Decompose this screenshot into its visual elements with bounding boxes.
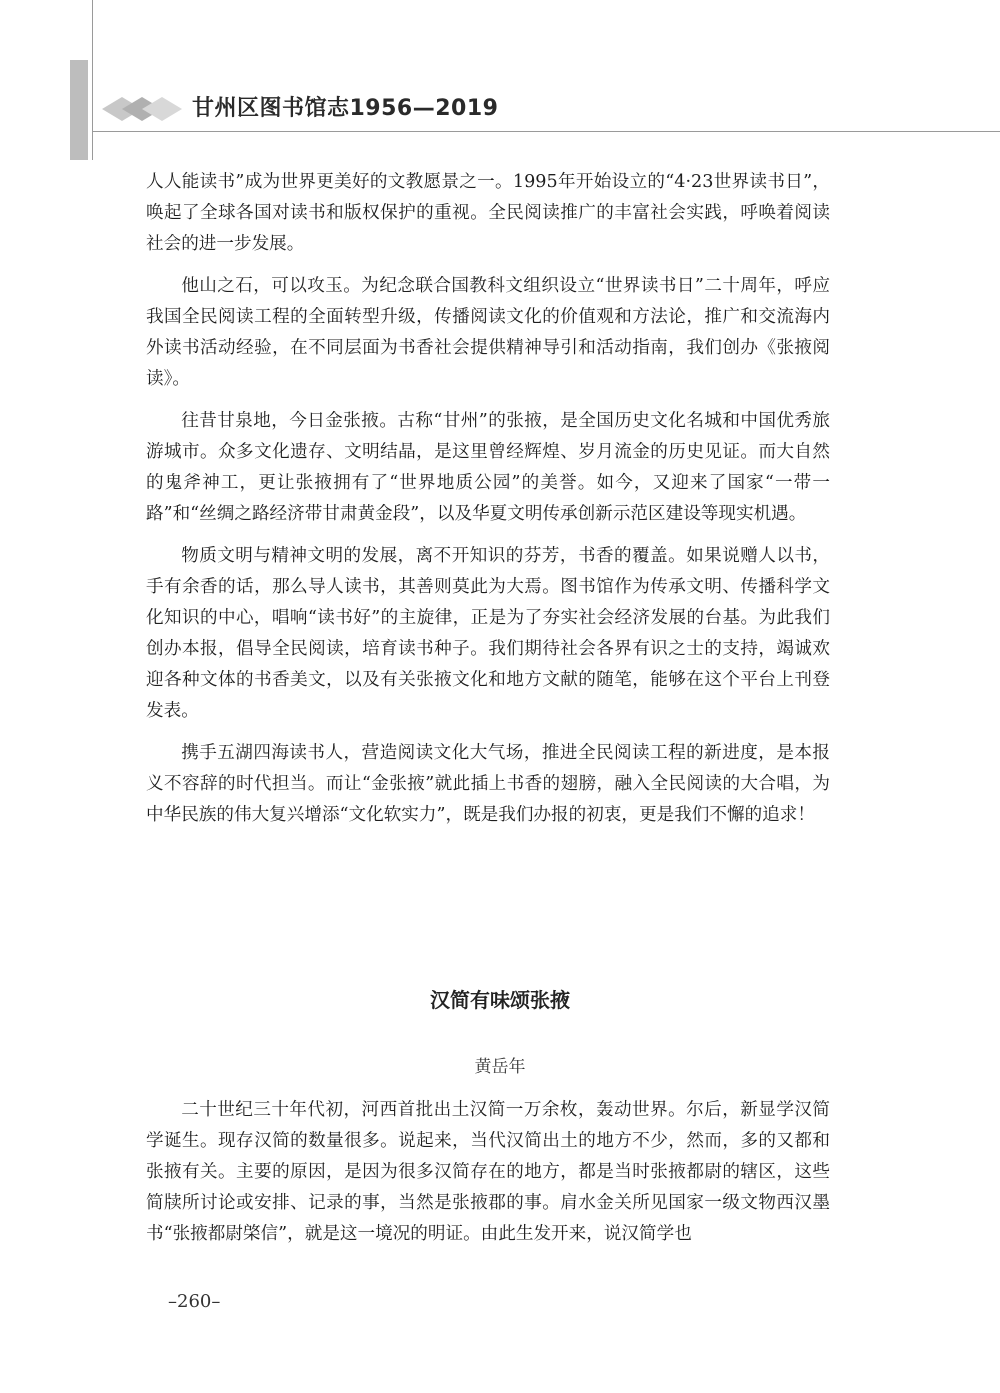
body-paragraph: 物质文明与精神文明的发展，离不开知识的芬芳，书香的覆盖。如果说赠人以书，手有余香的话，那么导人读书，其善则莫此为大焉。图书馆作为传承文明、传播科学文化知识的中心，唱响“读书好”的主旋律，正是为了夯实社会经济发展的台基。为此我们创办本报，倡导全民阅读，培育读书种子。我们期待社会各界有识之士的支持，竭诚欢迎各种文体的书香美文，以及有关张掖文化和地方文献的随笔，能够在这个平台上刊登发表。 — [146, 546, 830, 721]
article-body-text — [146, 1095, 830, 1261]
article-title: 汉简有味颂张掖 — [430, 988, 570, 1012]
page-number: –260– — [168, 1291, 221, 1312]
article-author: 黄岳年 — [474, 1057, 526, 1077]
body-paragraph: 人人能读书”成为世界更美好的文教愿景之一。1995年开始设立的“4·23世界读书日”，唤起了全球各国对读书和版权保护的重视。全民阅读推广的丰富社会实践，呼唤着阅读社会的进一步发展。 — [146, 172, 830, 254]
article-paragraph: 二十世纪三十年代初，河西首批出土汉简一万余枚，轰动世界。尔后，新显学汉简学诞生。现存汉简的数量很多。说起来，当代汉简出土的地方不少，然而，多的又都和张掖有关。主要的原因，是因为很多汉简存在的地方，都是当时张掖都尉的辖区，这些简牍所讨论或安排、记录的事，当然是张掖郡的事。肩水金关所见国家一级文物西汉墨书“张掖都尉棨信”，就是这一境况的明证。由此生发开来，说汉简学也 — [146, 1100, 830, 1244]
body-paragraph: 他山之石，可以攻玉。为纪念联合国教科文组织设立“世界读书日”二十周年，呼应我国全民阅读工程的全面转型升级，传播阅读文化的价值观和方法论，推广和交流海内外读书活动经验，在不同层面为书香社会提供精神导引和活动指南，我们创办《张掖阅读》。 — [146, 276, 830, 389]
header-vertical-rule — [92, 0, 93, 160]
header-diamond-ornament — [100, 94, 190, 124]
body-paragraph: 携手五湖四海读书人，营造阅读文化大气场，推进全民阅读工程的新进度，是本报义不容辞的时代担当。而让“金张掖”就此插上书香的翅膀，融入全民阅读的大合唱，为中华民族的伟大复兴增添“文化软实力”，既是我们办报的初衷，更是我们不懈的追求！ — [146, 743, 830, 825]
header-gray-bar — [70, 60, 88, 160]
running-header-title: 甘州区图书馆志1956—2019 — [192, 96, 499, 121]
body-paragraph: 往昔甘泉地，今日金张掖。古称“甘州”的张掖，是全国历史文化名城和中国优秀旅游城市。众多文化遗存、文明结晶，是这里曾经辉煌、岁月流金的历史见证。而大自然的鬼斧神工，更让张掖拥有了“世界地质公园”的美誉。如今，又迎来了国家“一带一路”和“丝绸之路经济带甘肃黄金段”，以及华夏文明传承创新示范区建设等现实机遇。 — [146, 411, 830, 524]
body-text — [146, 167, 830, 842]
header-horizontal-rule — [92, 131, 1000, 132]
